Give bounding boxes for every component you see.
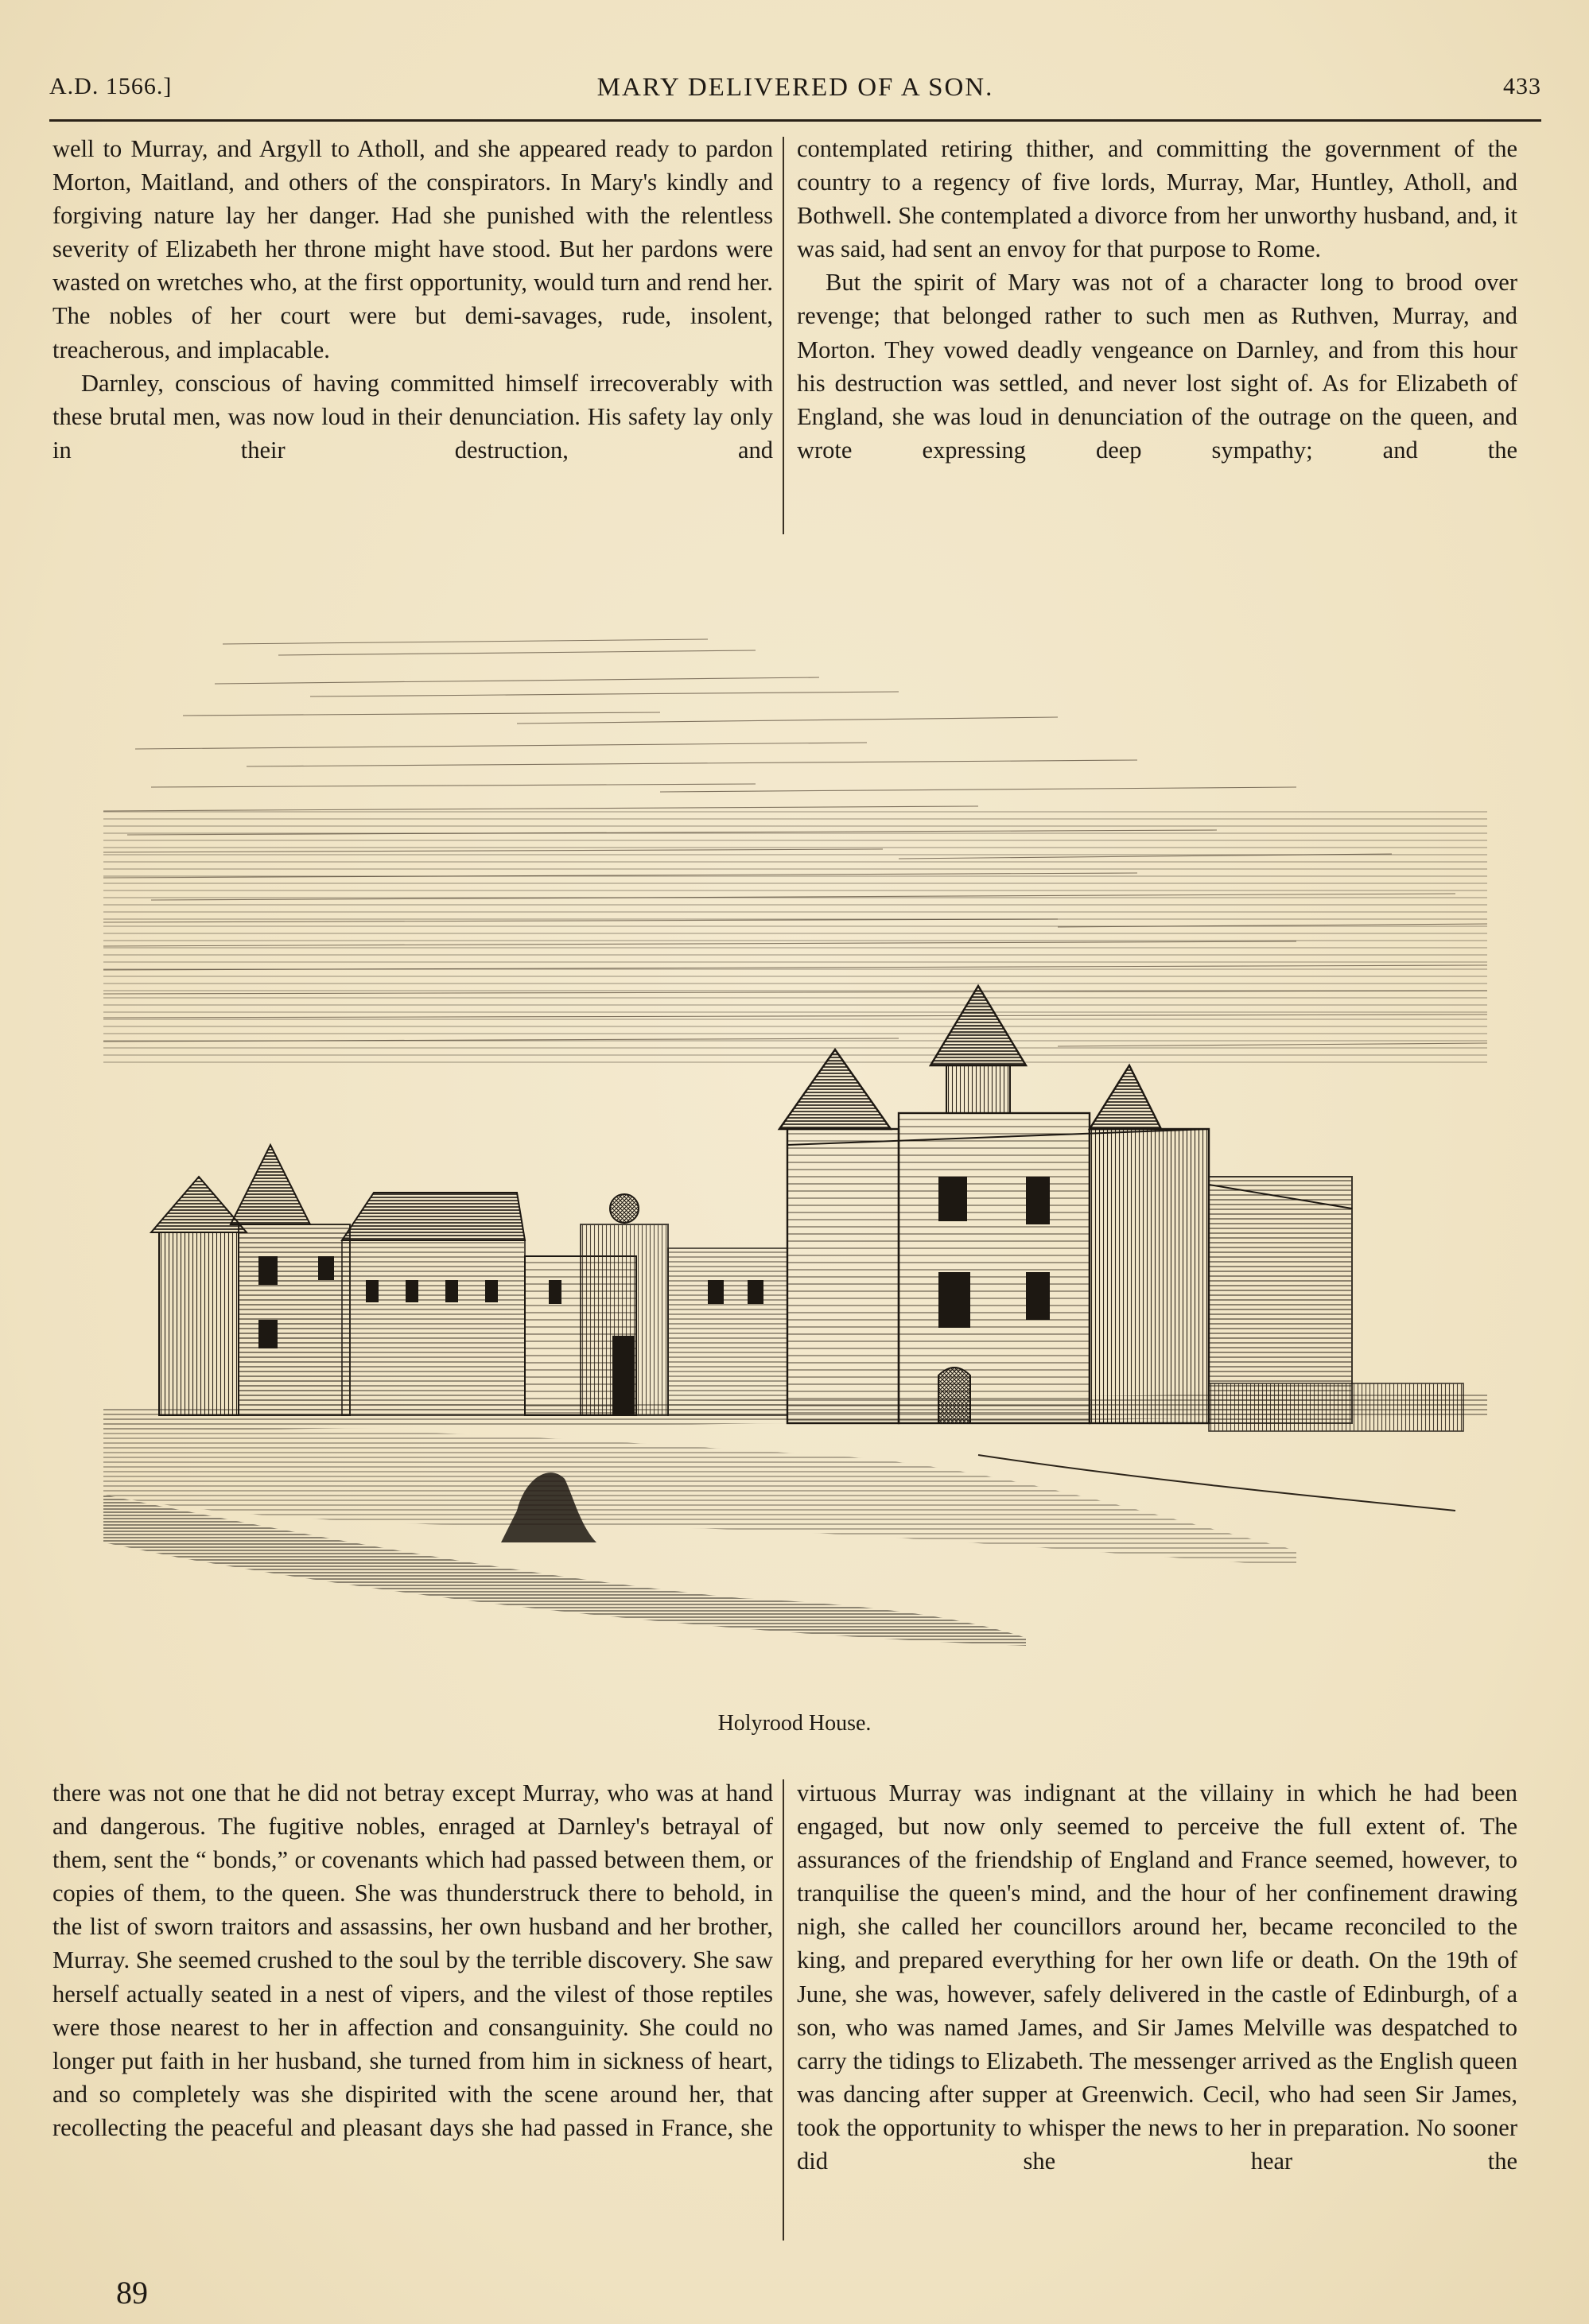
left-tower <box>151 1145 350 1415</box>
text-column-left-bottom <box>52 1776 773 2144</box>
column-divider <box>783 1779 784 2241</box>
holyrood-house-engraving <box>103 572 1503 1694</box>
header-title: MARY DELIVERED OF A SON. <box>596 73 994 102</box>
figure-caption: Holyrood House. <box>717 1711 872 1736</box>
paragraph: well to Murray, and Argyll to Atholl, and she appeared ready to pardon Morton, Maitland, and others of the conspirators. In Mary's kindly and forgiving nature lay her danger. Had she punished with the relentless severity of Elizabeth her throne might have stood. But her pardons were wasted on wretches who, at the first opportunity, would turn and rend her. The nobles of her court were but demi-savages, rude, insolent, treacherous, and implacable. <box>52 135 773 363</box>
running-header <box>49 73 1541 108</box>
paragraph: virtuous Murray was indignant at the villainy in which he had been engaged, but now only seemed to perceive the full extent of. The assurances of the friendship of England and France seemed, however, to tranquilise the queen's mind, and the hour of her confinement drawing nigh, she called her councillors around her, became reconciled to the king, and prepared everything for her own life or death. On the 19th of June, she was, however, safely delivered in the castle of Edinburgh, of a son, who was named James, and Sir James Melville was despatched to carry the tidings to Elizabeth. The messenger arrived as the English queen was dancing after supper at Greenwich. Cecil, who had seen Sir James, took the opportunity to whisper the news to her in preparation. No sooner did she hear the <box>797 1779 1517 2175</box>
text-column-right-top <box>797 132 1517 467</box>
footer-page-number: 89 <box>116 2275 148 2310</box>
palace-range <box>342 1193 787 1415</box>
paragraph: contemplated retiring thither, and committing the government of the country to a regency of five lords, Murray, Mar, Huntley, Atholl, and Bothwell. She contemplated a divorce from her unworthy husband, and, it was said, had sent an envoy for that purpose to Rome. <box>797 135 1517 263</box>
text-column-right-bottom <box>797 1776 1517 2178</box>
garden-wall <box>1209 1383 1463 1431</box>
paragraph: But the spirit of Mary was not of a character long to brood over revenge; that belonged rather to such men as Ruthven, Murray, and Morton. They vowed deadly vengeance on Darnley, and from this hour his destruction was settled, and never lost sight of. As for Elizabeth of England, she was loud in denunciation of the outrage on the queen, and wrote expressing deep sympathy; and the <box>797 269 1517 464</box>
header-date: A.D. 1566.] <box>49 73 173 99</box>
text-column-left-top <box>52 132 773 467</box>
header-page-number: 433 <box>1503 73 1541 99</box>
paragraph: Darnley, conscious of having committed himself irrecoverably with these brutal men, was now loud in their denunciation. His safety lay only in their destruction, and <box>52 369 773 464</box>
paragraph: there was not one that he did not betray except Murray, who was at hand and dangerous. The fugitive nobles, enraged at Darnley's betrayal of them, sent the “ bonds,” or covenants which had passed between them, or copies of them, to the queen. She was thunderstruck there to behold, in the list of sworn traitors and assassins, her own husband and her brother, Murray. She seemed crushed to the soul by the terrible discovery. She saw herself actually seated in a nest of vipers, and the vilest of those reptiles were those nearest to her in affection and consanguinity. She could no longer put faith in her husband, she turned from him in sickness of heart, and so completely was she dispirited with the scene around her, that recollecting the peaceful and pleasant days she had passed in France, she <box>52 1779 773 2141</box>
column-divider <box>783 137 784 534</box>
header-rule <box>49 119 1541 122</box>
